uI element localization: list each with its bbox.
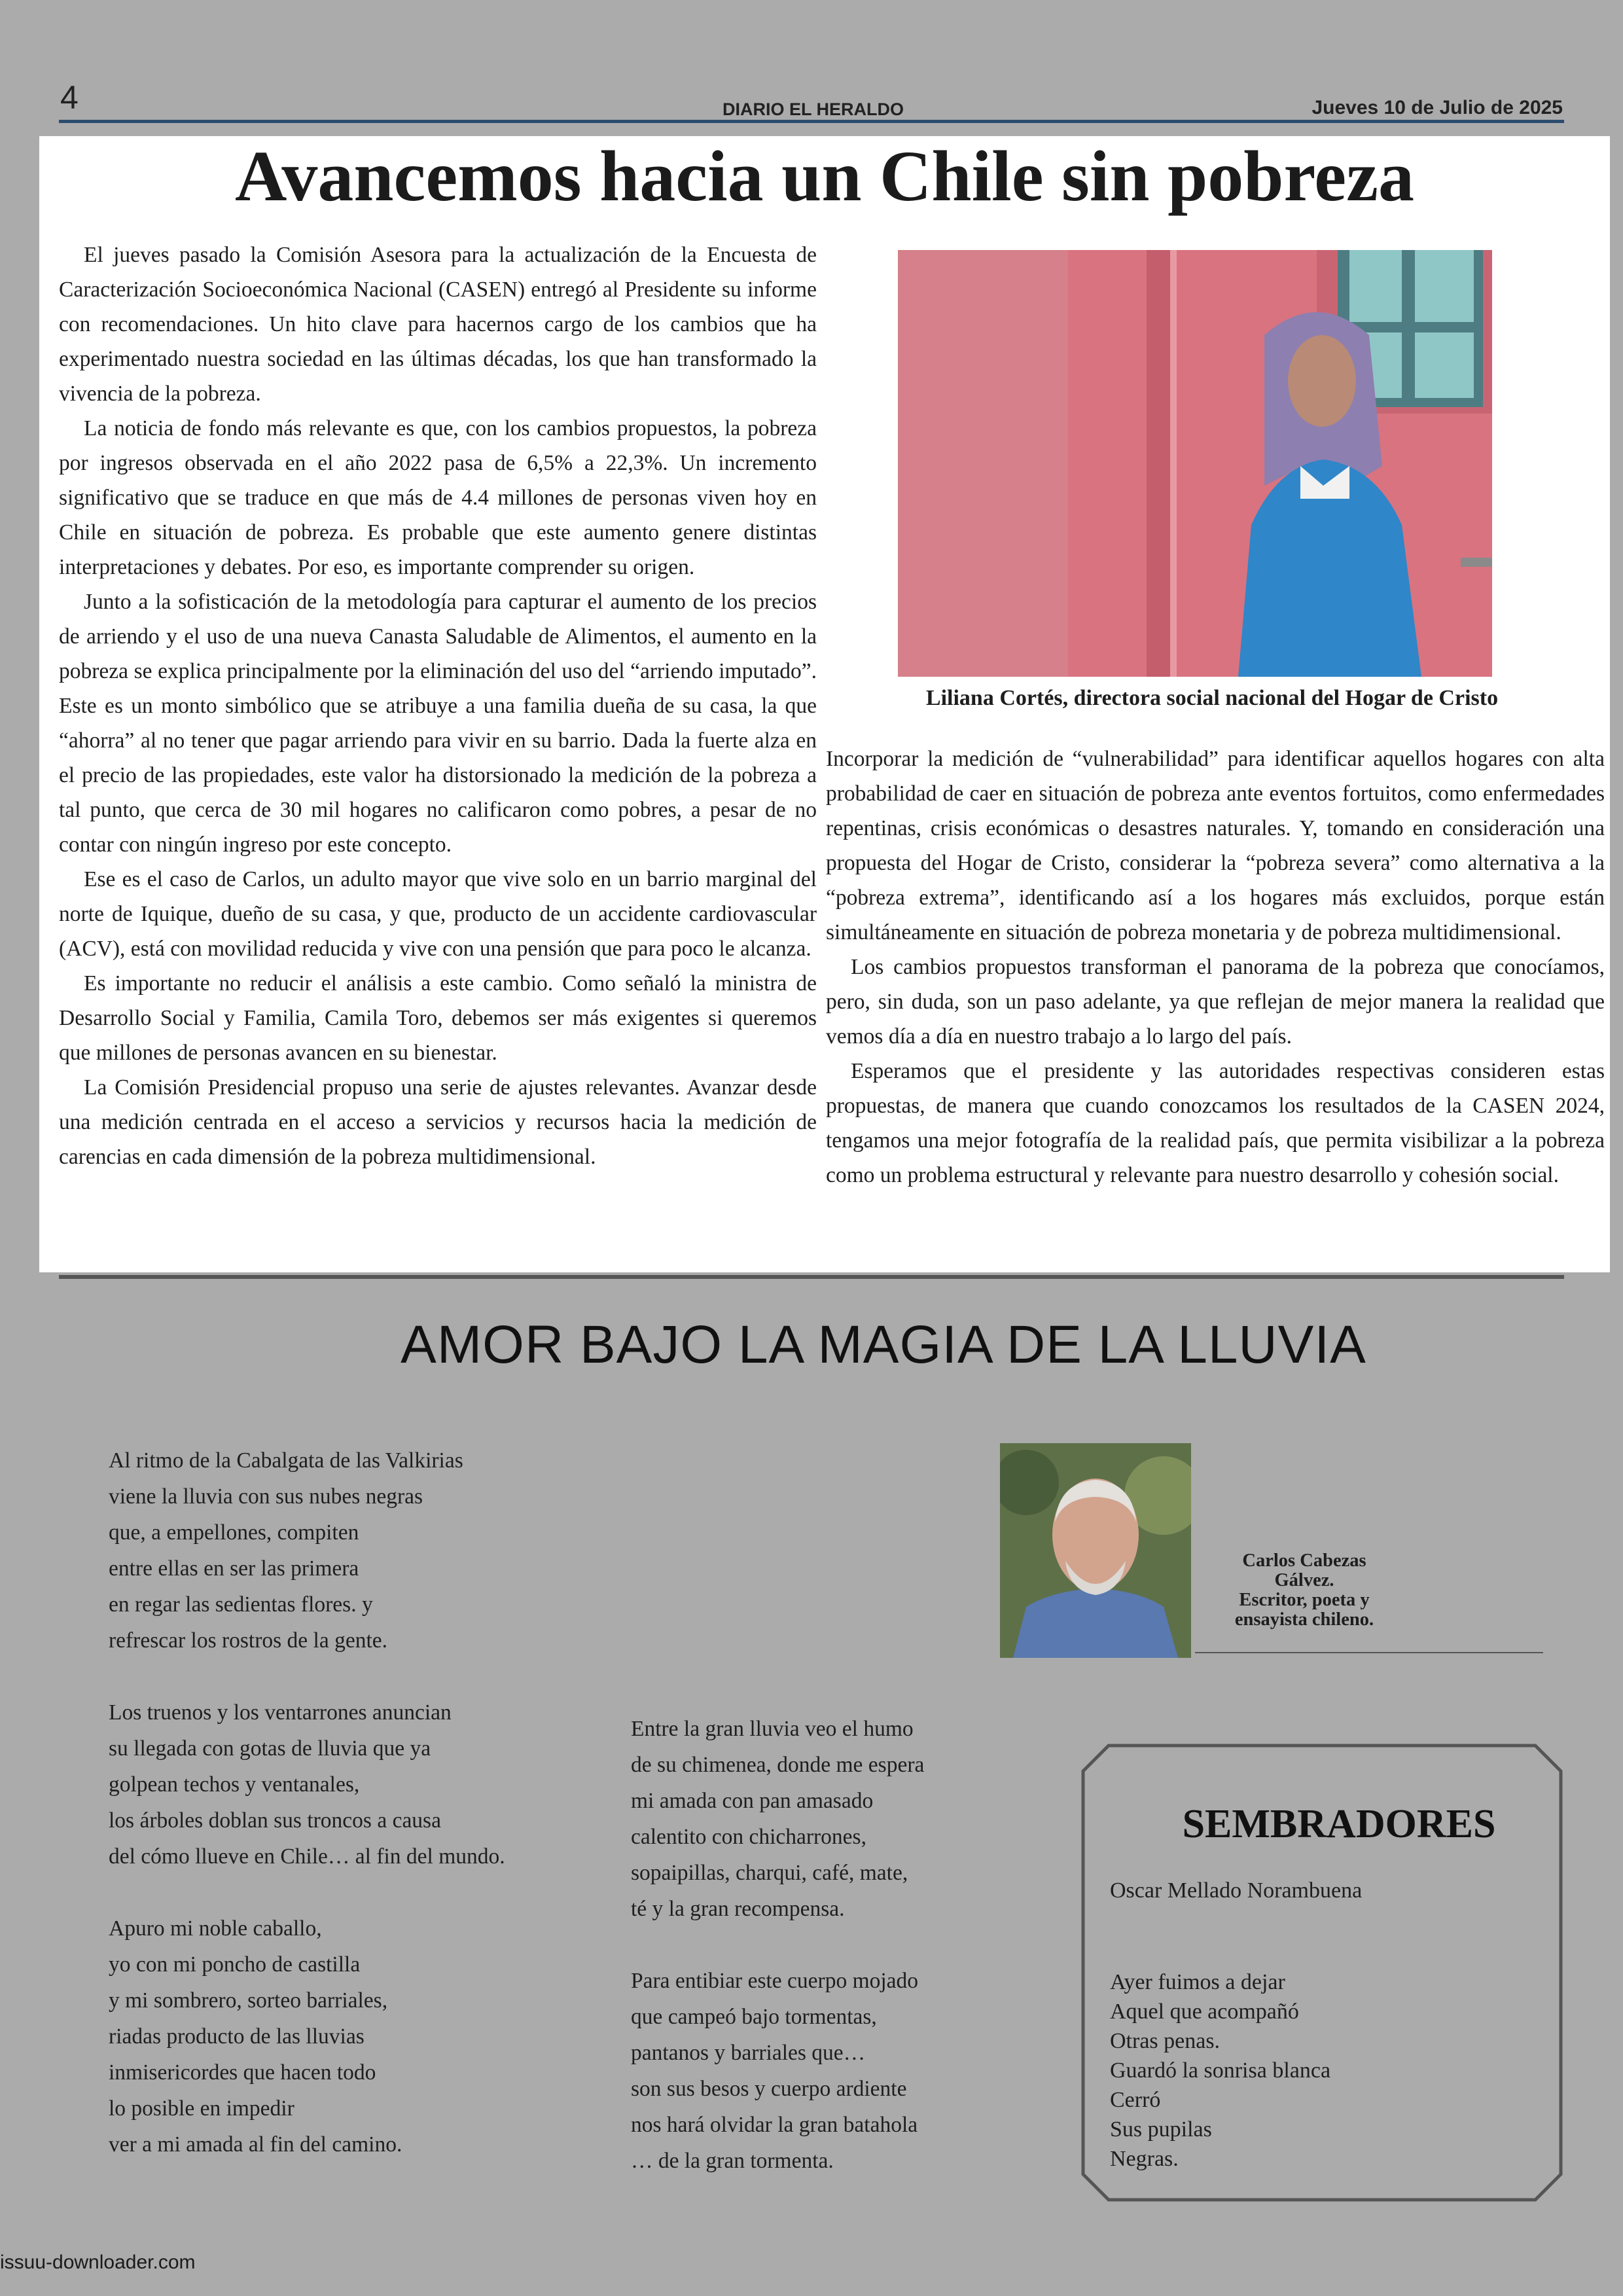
section-divider — [59, 1275, 1564, 1279]
poem-line: inmisericordes que hacen todo — [109, 2060, 376, 2085]
poem-line: pantanos y barriales que… — [631, 2041, 866, 2065]
author-caption-line: Gálvez. — [1274, 1570, 1334, 1590]
box-author: Oscar Mellado Norambuena — [1110, 1878, 1363, 1903]
article-paragraph: Esperamos que el presidente y las autoridades respectivas consideren estas propuestas, de manera que cuando conozcamos los resultados de la CASEN 2024, tengamos una mejor fotografía de la realidad país, que permita visibilizar a la pobreza como un problema estructural y relevante para nuestro desarrollo y cohesión social. — [826, 1059, 1605, 1187]
poem-line: Los truenos y los ventarrones anuncian — [109, 1700, 452, 1725]
poem-line: los árboles doblan sus troncos a causa — [109, 1808, 441, 1833]
poem-line: mi amada con pan amasado — [631, 1789, 874, 1813]
box-poem-line: Cerró — [1110, 2088, 1161, 2112]
article-paragraph: Los cambios propuestos transforman el panorama de la pobreza que conocíamos, pero, sin duda, son un paso adelante, ya que reflejan de mejor manera la realidad que vemos día a día en nuestro trabajo a lo largo del país. — [826, 955, 1605, 1049]
poem-line: Entre la gran lluvia veo el humo — [631, 1717, 914, 1741]
box-poem-line: Negras. — [1110, 2147, 1179, 2171]
article-paragraph: Es importante no reducir el análisis a este cambio. Como señaló la ministra de Desarrollo Social y Familia, Camila Toro, debemos ser más exigentes si queremos que millones de personas avancen en su bienestar. — [59, 971, 817, 1065]
poem-line: yo con mi poncho de castilla — [109, 1952, 361, 1977]
header-rule — [59, 120, 1564, 123]
poem-line: entre ellas en ser las primera — [109, 1556, 359, 1581]
poem-line: y mi sombrero, sorteo barriales, — [109, 1988, 388, 2013]
author-caption — [1198, 1551, 1411, 1630]
publication-date: Jueves 10 de Julio de 2025 — [1311, 97, 1563, 118]
author-rule — [1195, 1652, 1543, 1653]
poem-stanza — [109, 1695, 505, 1874]
box-poem-line: Sus pupilas — [1110, 2117, 1212, 2142]
poem-line: viene la lluvia con sus nubes negras — [109, 1484, 423, 1509]
poem-line: nos hará olvidar la gran batahola — [631, 2113, 918, 2137]
poem-line: su llegada con gotas de lluvia que ya — [109, 1736, 431, 1761]
poem-stanza — [631, 1963, 918, 2179]
poem-line: Apuro mi noble caballo, — [109, 1916, 322, 1941]
article-panel — [39, 136, 1610, 1272]
poem-line: que campeó bajo tormentas, — [631, 2005, 877, 2029]
poem-line: riadas producto de las lluvias — [109, 2024, 365, 2049]
article-photo — [898, 250, 1492, 677]
article-paragraph: Incorporar la medición de “vulnerabilidad” para identificar aquellos hogares con alta probabilidad de caer en situación de pobreza ante eventos fortuitos, como enfermedades repentinas, crisis económicas o desastres naturales. Y, tomando en consideración una propuesta del Hogar de Cristo, considerar la “pobreza severa” como alternativa a la “pobreza extrema”, identificando así a los hogares más excluidos, porque están simultáneamente en situación de pobreza monetaria y de pobreza multidimensional. — [826, 747, 1605, 944]
poem-line: en regar las sedientas flores. y — [109, 1592, 373, 1617]
poem-line: de su chimenea, donde me espera — [631, 1753, 925, 1777]
article-left-column — [59, 238, 817, 1174]
poem-stanza — [631, 1711, 924, 1927]
article-paragraph: La Comisión Presidencial propuso una serie de ajustes relevantes. Avanzar desde una medición centrada en el acceso a servicios y recursos hacia la medición de carencias en cada dimensión de la pobreza multidimensional. — [59, 1075, 817, 1169]
author-caption-line: Escritor, poeta y — [1239, 1590, 1370, 1610]
poem-line: Para entibiar este cuerpo mojado — [631, 1969, 919, 1993]
poem-stanza — [109, 1910, 402, 2162]
poem-line: golpean techos y ventanales, — [109, 1772, 360, 1797]
box-title: SEMBRADORES — [1182, 1802, 1496, 1846]
author-caption-line: ensayista chileno. — [1234, 1609, 1374, 1630]
article-headline: Avancemos hacia un Chile sin pobreza — [235, 136, 1414, 216]
poem-line: ver a mi amada al fin del camino. — [109, 2132, 402, 2157]
article-paragraph: Ese es el caso de Carlos, un adulto mayor que vive solo en un barrio marginal del norte de Iquique, dueño de su casa, y que, producto de un accidente cardiovascular (ACV), está con movilidad reducida y vive con una pensión que para poco le alcanza. — [59, 867, 817, 961]
poem-line: son sus besos y cuerpo ardiente — [631, 2077, 907, 2101]
box-poem-line: Otras penas. — [1110, 2029, 1221, 2053]
article-paragraph: Junto a la sofisticación de la metodología para capturar el aumento de los precios de arriendo y el uso de una nueva Canasta Saludable de Alimentos, el aumento en la pobreza se explica principalmente por la eliminación del uso del “arriendo imputado”. Este es un monto simbólico que se atribuye a una familia dueña de su casa, la que “ahorra” al no tener que pagar arriendo para vivir en su barrio. Dada la fuerte alza en el precio de las propiedades, este valor ha distorsionado la medición de la pobreza a tal punto, que cerca de 30 mil hogares no calificaron como pobres, a pesar de no contar con ningún ingreso por este concepto. — [59, 590, 817, 857]
photo-caption: Liliana Cortés, directora social nacional del Hogar de Cristo — [925, 686, 1499, 710]
poem-title: AMOR BAJO LA MAGIA DE LA LLUVIA — [401, 1315, 1366, 1374]
poem-line: que, a empellones, compiten — [109, 1520, 359, 1545]
page-number: 4 — [60, 79, 79, 116]
box-poem — [1110, 1967, 1330, 2174]
author-photo — [1000, 1443, 1191, 1658]
box-poem-line: Aquel que acompañó — [1110, 2000, 1299, 2024]
article-paragraph: La noticia de fondo más relevante es que, con los cambios propuestos, la pobreza por ingresos observada en el año 2022 pasa de 6,5% a 22,3%. Un incremento significativo que se traduce en que más de 4.4 millones de personas viven hoy en Chile en situación de pobreza. Es probable que este aumento genere distintas interpretaciones y debates. Por eso, es importante comprender su origen. — [59, 416, 817, 579]
box-poem-line: Guardó la sonrisa blanca — [1110, 2058, 1331, 2083]
poem-line: Al ritmo de la Cabalgata de las Valkirias — [109, 1448, 463, 1473]
poem-stanza — [109, 1443, 463, 1659]
article-right-column — [826, 742, 1605, 1193]
poem-line: sopaipillas, charqui, café, mate, — [631, 1861, 908, 1885]
publication-name: DIARIO EL HERALDO — [722, 99, 904, 119]
article-paragraph: El jueves pasado la Comisión Asesora para la actualización de la Encuesta de Caracterización Socioeconómica Nacional (CASEN) entregó al Presidente su informe con recomendaciones. Un hito clave para hacernos cargo de los cambios que ha experimentado nuestra sociedad en las últimas décadas, los que han transformado la vivencia de la pobreza. — [59, 243, 817, 406]
poem-line: refrescar los rostros de la gente. — [109, 1628, 388, 1653]
poem-line: … de la gran tormenta. — [631, 2149, 834, 2173]
watermark: issuu-downloader.com — [0, 2251, 196, 2273]
box-poem-line: Ayer fuimos a dejar — [1110, 1970, 1285, 1994]
author-caption-line: Carlos Cabezas — [1242, 1551, 1366, 1571]
poem-line: del cómo llueve en Chile… al fin del mundo. — [109, 1844, 505, 1869]
poem-line: calentito con chicharrones, — [631, 1825, 866, 1849]
poem-line: lo posible en impedir — [109, 2096, 294, 2121]
poem-line: té y la gran recompensa. — [631, 1897, 845, 1921]
